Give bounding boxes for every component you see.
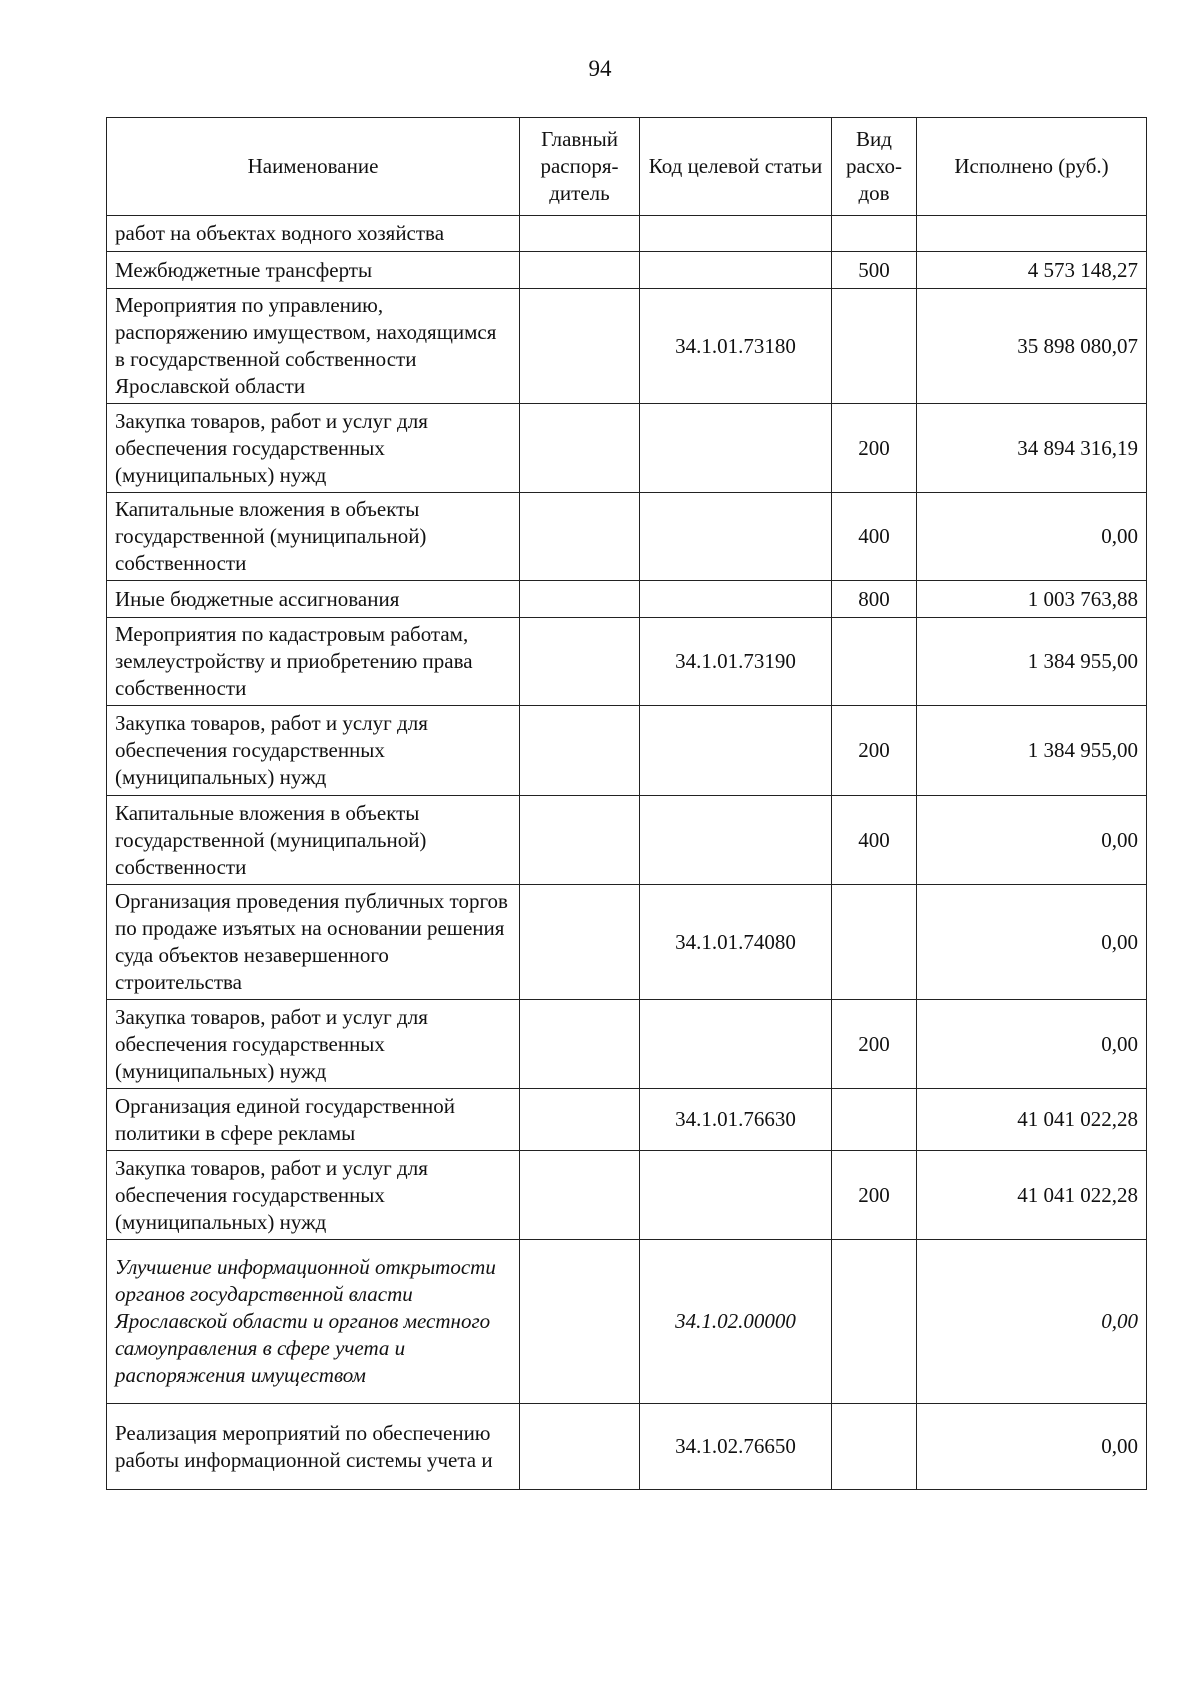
table-row bbox=[107, 1404, 1147, 1490]
cell-name: Закупка товаров, работ и услуг для обеспечения государственных (муниципальных) нужд bbox=[107, 1151, 520, 1240]
cell-executed: 1 384 955,00 bbox=[917, 706, 1147, 796]
cell-name: Организация единой государственной политики в сфере рекламы bbox=[107, 1089, 520, 1151]
cell-executed: 34 894 316,19 bbox=[917, 404, 1147, 493]
cell-expense-type bbox=[832, 1240, 917, 1404]
cell-expense-type: 200 bbox=[832, 404, 917, 493]
table-row bbox=[107, 706, 1147, 796]
cell-target-code: 34.1.01.76630 bbox=[640, 1089, 832, 1151]
cell-executed: 0,00 bbox=[917, 885, 1147, 1000]
header-main-admin: Главный распоря-дитель bbox=[520, 118, 640, 216]
cell-executed: 4 573 148,27 bbox=[917, 252, 1147, 289]
cell-target-code bbox=[640, 404, 832, 493]
cell-executed bbox=[917, 216, 1147, 252]
cell-expense-type: 200 bbox=[832, 706, 917, 796]
cell-expense-type bbox=[832, 618, 917, 706]
table-row bbox=[107, 796, 1147, 885]
cell-main-admin bbox=[520, 1240, 640, 1404]
cell-executed: 0,00 bbox=[917, 1000, 1147, 1089]
cell-name: Закупка товаров, работ и услуг для обеспечения государственных (муниципальных) нужд bbox=[107, 404, 520, 493]
cell-expense-type: 800 bbox=[832, 581, 917, 618]
cell-target-code bbox=[640, 581, 832, 618]
cell-target-code bbox=[640, 216, 832, 252]
table-header-row bbox=[107, 118, 1147, 216]
cell-expense-type: 200 bbox=[832, 1151, 917, 1240]
cell-name: Организация проведения публичных торгов по продаже изъятых на основании решения суда объектов незавершенного строительства bbox=[107, 885, 520, 1000]
cell-name: Улучшение информационной открытости органов государственной власти Ярославской области и органов местного самоуправления в сфере учета и распоряжения имуществом bbox=[107, 1240, 520, 1404]
cell-expense-type: 500 bbox=[832, 252, 917, 289]
cell-name: Капитальные вложения в объекты государственной (муниципальной) собственности bbox=[107, 493, 520, 581]
cell-expense-type bbox=[832, 216, 917, 252]
cell-name: Закупка товаров, работ и услуг для обеспечения государственных (муниципальных) нужд bbox=[107, 1000, 520, 1089]
cell-executed: 1 384 955,00 bbox=[917, 618, 1147, 706]
cell-executed: 41 041 022,28 bbox=[917, 1151, 1147, 1240]
header-target-code: Код целевой статьи bbox=[640, 118, 832, 216]
budget-table bbox=[106, 117, 1147, 1490]
cell-name: Капитальные вложения в объекты государственной (муниципальной) собственности bbox=[107, 796, 520, 885]
cell-target-code bbox=[640, 796, 832, 885]
cell-name: работ на объектах водного хозяйства bbox=[107, 216, 520, 252]
table-row bbox=[107, 252, 1147, 289]
header-expense-type: Вид расхо-дов bbox=[832, 118, 917, 216]
cell-main-admin bbox=[520, 706, 640, 796]
cell-executed: 0,00 bbox=[917, 493, 1147, 581]
cell-main-admin bbox=[520, 1404, 640, 1490]
cell-executed: 35 898 080,07 bbox=[917, 289, 1147, 404]
table-row bbox=[107, 618, 1147, 706]
cell-target-code bbox=[640, 252, 832, 289]
cell-expense-type: 400 bbox=[832, 796, 917, 885]
table-row bbox=[107, 1000, 1147, 1089]
cell-executed: 0,00 bbox=[917, 1240, 1147, 1404]
cell-main-admin bbox=[520, 252, 640, 289]
table-row bbox=[107, 1151, 1147, 1240]
cell-main-admin bbox=[520, 216, 640, 252]
table-body bbox=[107, 216, 1147, 1490]
cell-name: Иные бюджетные ассигнования bbox=[107, 581, 520, 618]
cell-main-admin bbox=[520, 885, 640, 1000]
cell-target-code: 34.1.01.74080 bbox=[640, 885, 832, 1000]
cell-target-code bbox=[640, 1000, 832, 1089]
cell-expense-type: 400 bbox=[832, 493, 917, 581]
cell-main-admin bbox=[520, 1151, 640, 1240]
cell-main-admin bbox=[520, 581, 640, 618]
header-name: Наименование bbox=[107, 118, 520, 216]
page-number: 94 bbox=[588, 56, 612, 81]
cell-main-admin bbox=[520, 1089, 640, 1151]
cell-main-admin bbox=[520, 618, 640, 706]
cell-target-code bbox=[640, 1151, 832, 1240]
cell-target-code: 34.1.02.00000 bbox=[640, 1240, 832, 1404]
cell-target-code: 34.1.02.76650 bbox=[640, 1404, 832, 1490]
cell-expense-type bbox=[832, 289, 917, 404]
cell-target-code bbox=[640, 706, 832, 796]
table-row bbox=[107, 216, 1147, 252]
cell-target-code: 34.1.01.73180 bbox=[640, 289, 832, 404]
cell-main-admin bbox=[520, 289, 640, 404]
cell-executed: 0,00 bbox=[917, 1404, 1147, 1490]
cell-target-code bbox=[640, 493, 832, 581]
cell-main-admin bbox=[520, 1000, 640, 1089]
cell-main-admin bbox=[520, 493, 640, 581]
table-row bbox=[107, 493, 1147, 581]
cell-executed: 0,00 bbox=[917, 796, 1147, 885]
cell-name: Реализация мероприятий по обеспечению работы информационной системы учета и bbox=[107, 1404, 520, 1490]
header-executed: Исполнено (руб.) bbox=[917, 118, 1147, 216]
table-row bbox=[107, 1240, 1147, 1404]
table-row bbox=[107, 1089, 1147, 1151]
cell-main-admin bbox=[520, 404, 640, 493]
cell-expense-type bbox=[832, 1089, 917, 1151]
cell-executed: 1 003 763,88 bbox=[917, 581, 1147, 618]
cell-name: Закупка товаров, работ и услуг для обеспечения государственных (муниципальных) нужд bbox=[107, 706, 520, 796]
cell-executed: 41 041 022,28 bbox=[917, 1089, 1147, 1151]
cell-name: Мероприятия по кадастровым работам, землеустройству и приобретению права собственности bbox=[107, 618, 520, 706]
cell-main-admin bbox=[520, 796, 640, 885]
cell-name: Мероприятия по управлению, распоряжению имуществом, находящимся в государственной собственности Ярославской области bbox=[107, 289, 520, 404]
table-row bbox=[107, 404, 1147, 493]
table-row bbox=[107, 885, 1147, 1000]
table-row bbox=[107, 289, 1147, 404]
cell-name: Межбюджетные трансферты bbox=[107, 252, 520, 289]
table-row bbox=[107, 581, 1147, 618]
cell-expense-type: 200 bbox=[832, 1000, 917, 1089]
cell-target-code: 34.1.01.73190 bbox=[640, 618, 832, 706]
cell-expense-type bbox=[832, 885, 917, 1000]
cell-expense-type bbox=[832, 1404, 917, 1490]
